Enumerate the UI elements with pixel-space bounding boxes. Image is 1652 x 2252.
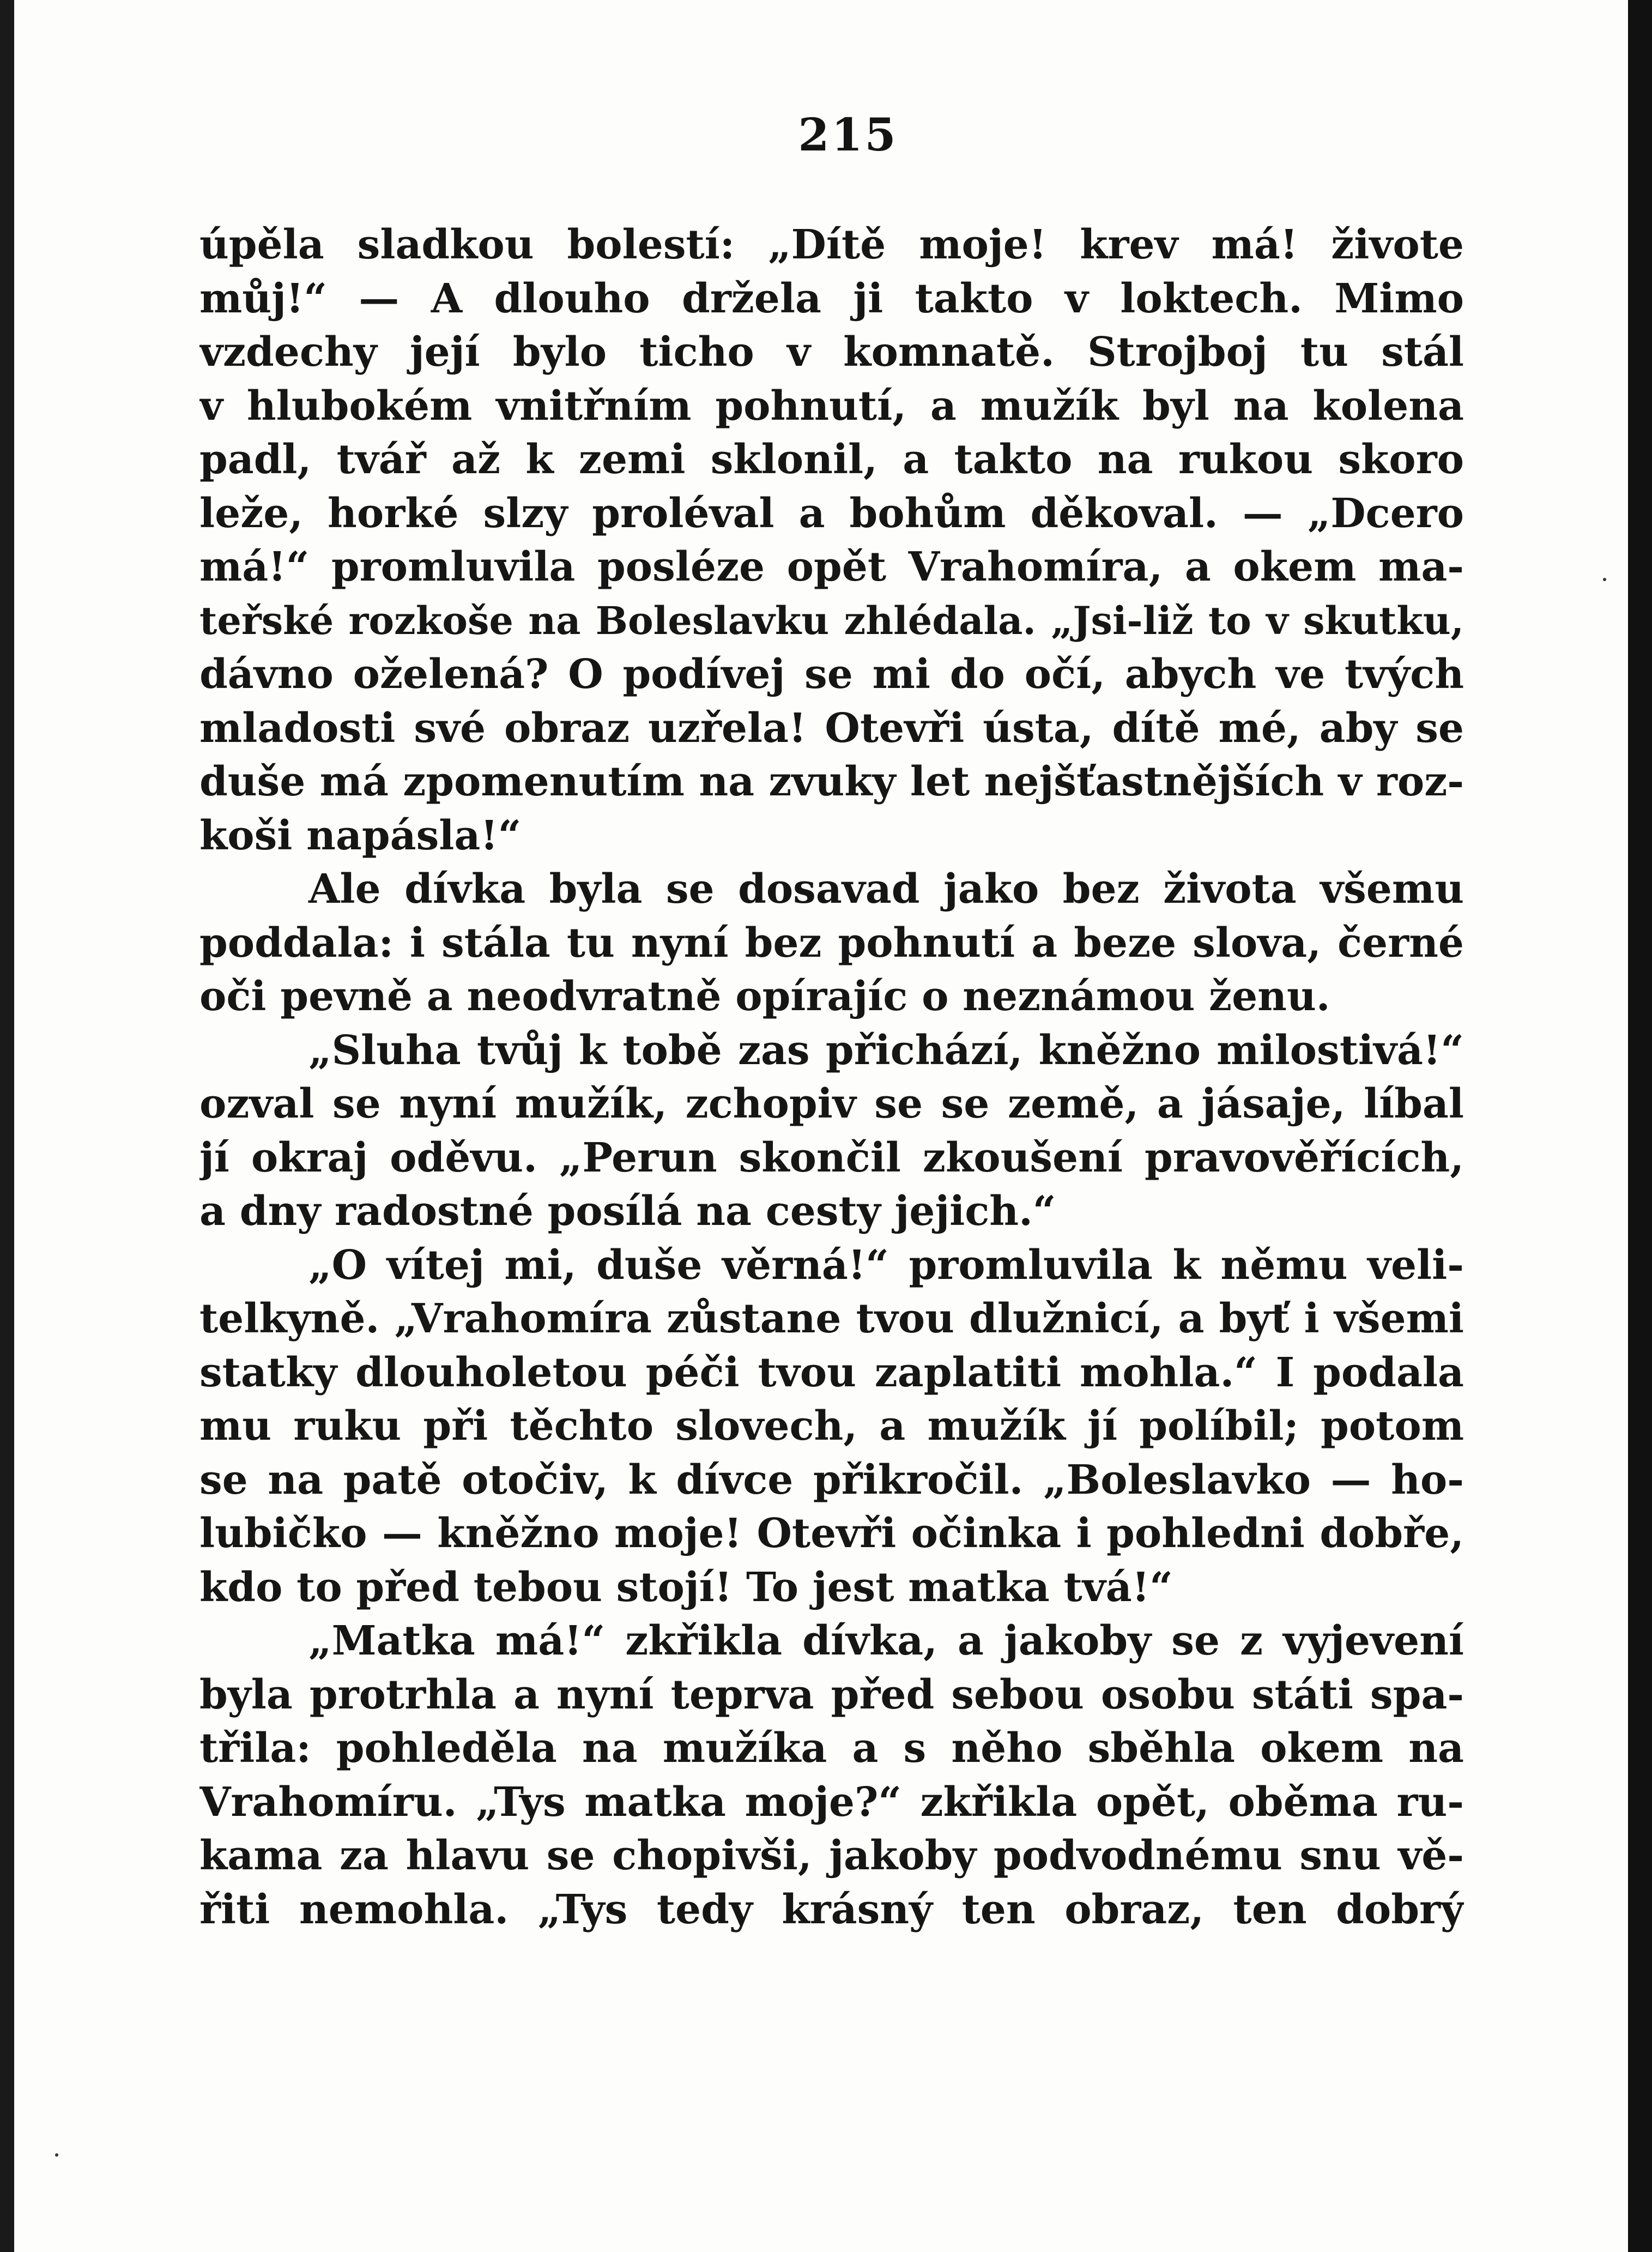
body-text — [199, 218, 1464, 1936]
text-line: kdo to před tebou stojí! To jest matka tvá!“ — [199, 1563, 1173, 1611]
text-line: telkyně. „Vrahomíra zůstane tvou dlužnicí, a byť i všemi — [199, 1295, 1464, 1342]
text-line: „O vítej mi, duše věrná!“ promluvila k němu veli- — [308, 1241, 1464, 1289]
scan-border-right — [1628, 0, 1652, 2252]
text-line: „Sluha tvůj k tobě zas přichází, kněžno milostivá!“ — [308, 1027, 1464, 1074]
text-line: poddala: i stála tu nyní bez pohnutí a beze slova, černé — [199, 919, 1464, 967]
text-line: má!“ promluvila posléze opět Vrahomíra, a okem ma- — [199, 544, 1464, 590]
text-line: „Matka má!“ zkřikla dívka, a jakoby se z vyjevení — [308, 1617, 1464, 1664]
text-line: leže, horké slzy proléval a bohům děkoval. — „Dcero — [199, 490, 1464, 537]
scan-speck — [1603, 578, 1606, 581]
text-line: třila: pohleděla na mužíka a s něho sběhla okem na — [199, 1725, 1464, 1772]
text-line: Vrahomíru. „Tys matka moje?“ zkřikla opět, oběma ru- — [199, 1778, 1464, 1826]
text-line: koši napásla!“ — [199, 812, 522, 859]
page-number: 215 — [798, 109, 898, 161]
text-line: řiti nemohla. „Tys tedy krásný ten obraz, ten dobrý — [199, 1886, 1464, 1933]
scan-speck — [55, 2153, 58, 2157]
text-line: Ale dívka byla se dosavad jako bez života všemu — [308, 866, 1464, 913]
text-line: kama za hlavu se chopivši, jakoby podvodnému snu vě- — [199, 1832, 1464, 1879]
text-line: vzdechy její bylo ticho v komnatě. Strojboj tu stál — [199, 329, 1464, 376]
scan-border-left — [0, 0, 14, 2252]
text-line: úpěla sladkou bolestí: „Dítě moje! krev má! živote — [199, 221, 1464, 268]
text-line: padl, tvář až k zemi sklonil, a takto na rukou skoro — [199, 436, 1464, 483]
text-line: mu ruku při těchto slovech, a mužík jí políbil; potom — [199, 1403, 1464, 1450]
text-line: a dny radostné posílá na cesty jejich.“ — [199, 1188, 1056, 1235]
text-line: duše má zpomenutím na zvuky let nejšťastnějších v roz- — [199, 758, 1464, 805]
text-line: teřské rozkoše na Boleslavku zhlédala. „Jsi-liž to v skutku, — [199, 597, 1464, 643]
text-line: lubičko — kněžno moje! Otevři očinka i pohledni dobře, — [199, 1510, 1464, 1557]
text-line: dávno oželená? O podívej se mi do očí, abych ve tvých — [199, 651, 1464, 698]
text-line: se na patě otočiv, k dívce přikročil. „Boleslavko — ho- — [199, 1456, 1464, 1504]
text-line: můj!“ — A dlouho držela ji takto v loktech. Mimo — [199, 275, 1464, 322]
text-line: byla protrhla a nyní teprva před sebou osobu státi spa- — [199, 1671, 1464, 1718]
text-line: mladosti své obraz uzřela! Otevři ústa, dítě mé, aby se — [199, 704, 1464, 752]
text-line: statky dlouholetou péči tvou zaplatiti mohla.“ I podala — [199, 1349, 1464, 1396]
book-page — [14, 0, 1628, 2252]
text-line: jí okraj oděvu. „Perun skončil zkoušení pravověřících, — [199, 1134, 1464, 1181]
text-line: oči pevně a neodvratně opírajíc o neznámou ženu. — [199, 973, 1330, 1020]
text-line: ozval se nyní mužík, zchopiv se se země, a jásaje, líbal — [199, 1080, 1464, 1127]
text-line: v hlubokém vnitřním pohnutí, a mužík byl na kolena — [199, 382, 1464, 430]
